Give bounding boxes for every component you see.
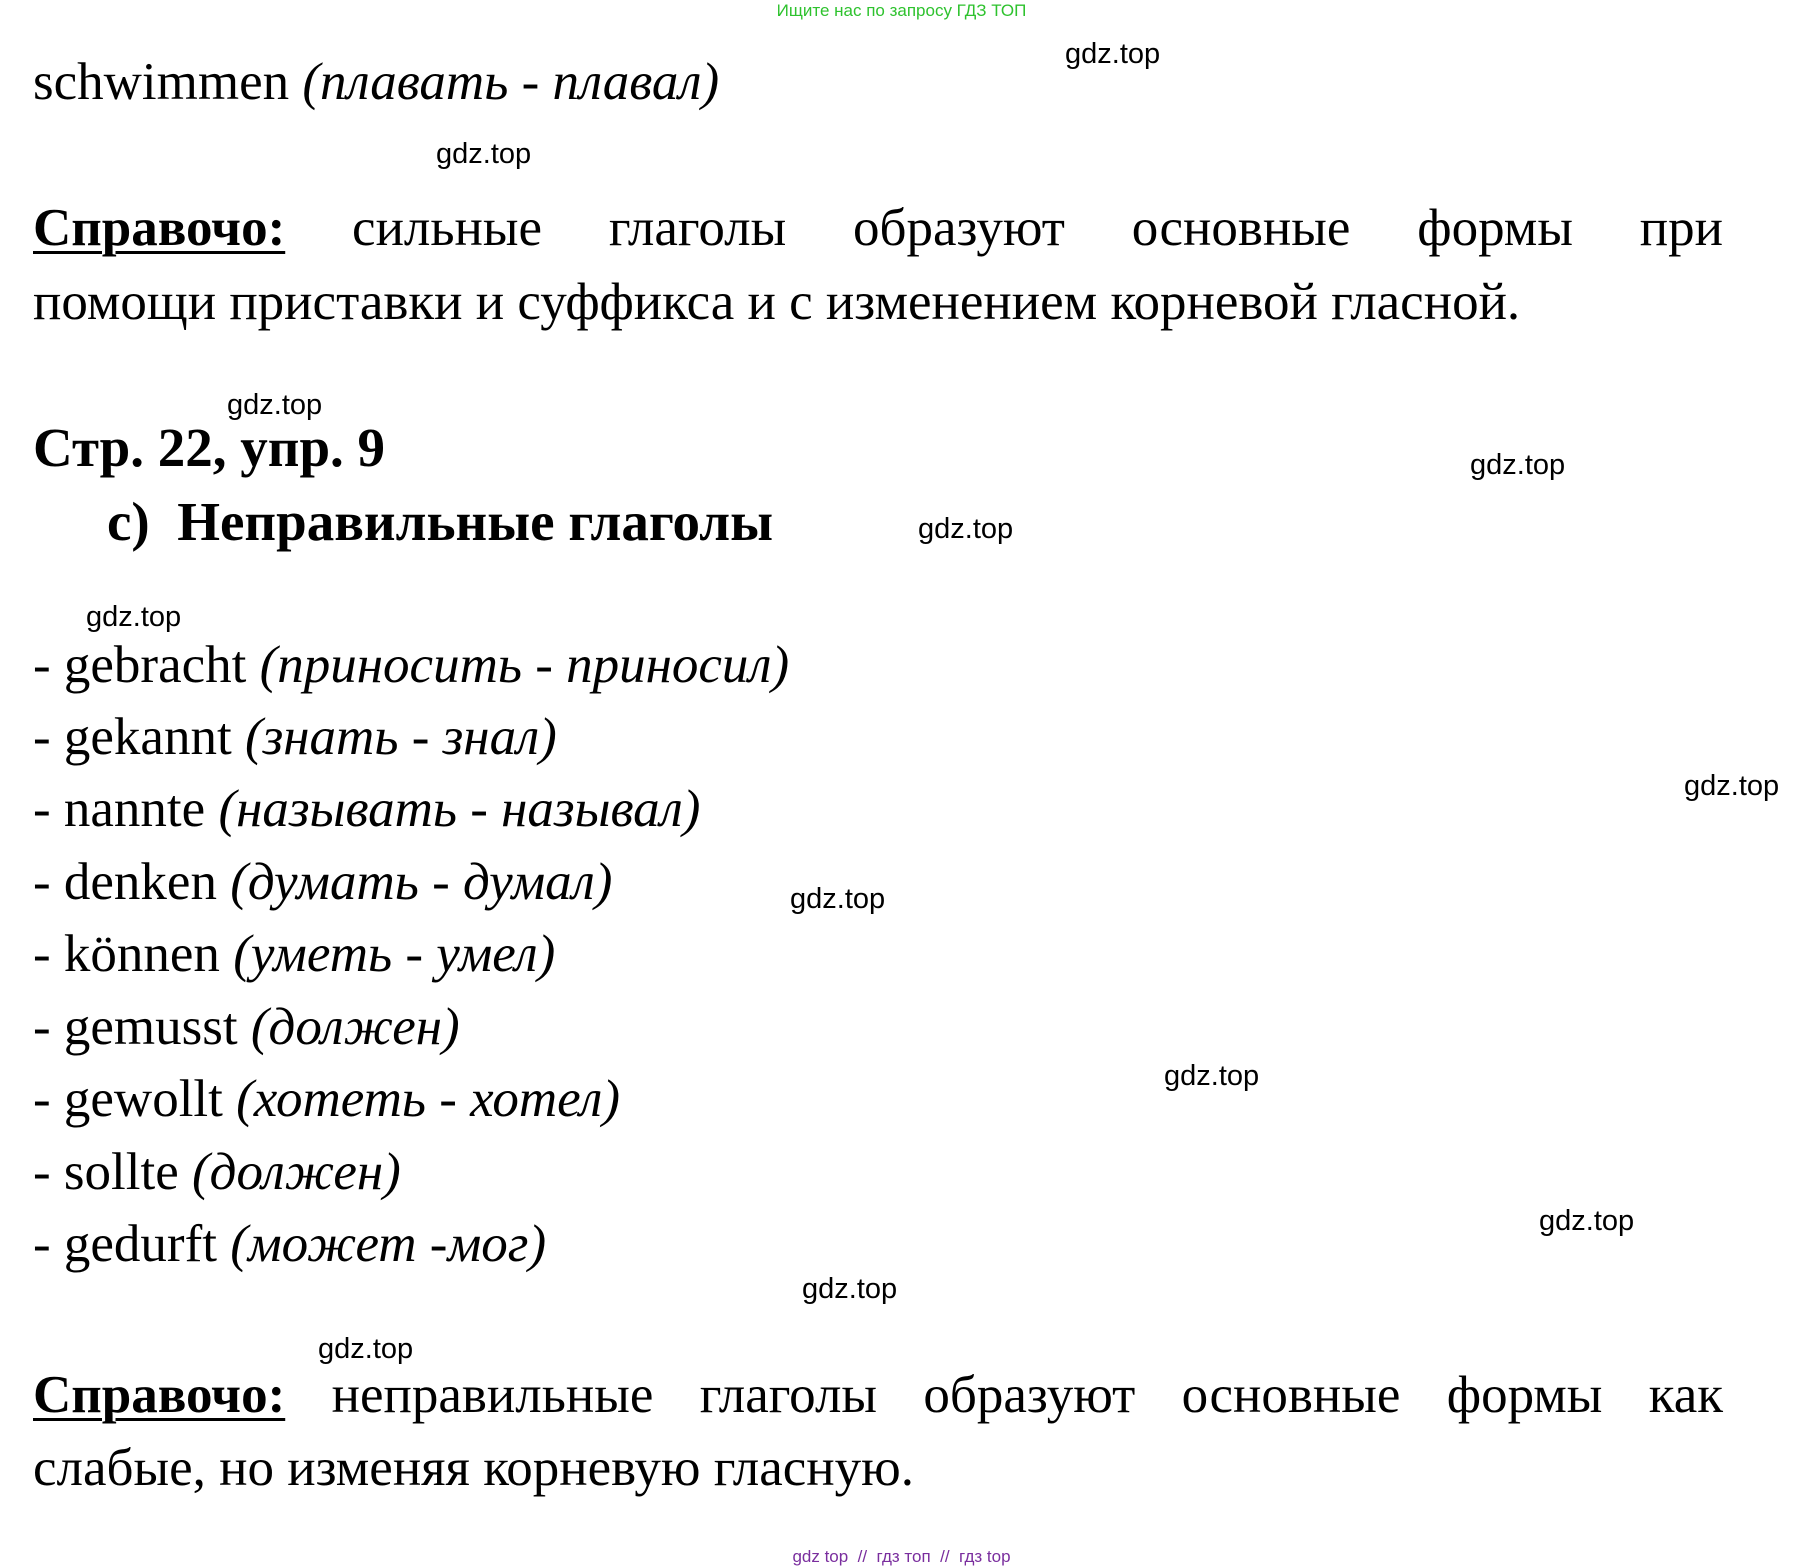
watermark: gdz.top xyxy=(227,389,323,421)
reference-text: неправильные глаголы образуют основные формы как xyxy=(331,1366,1723,1424)
verb-word: - denken xyxy=(33,853,217,911)
list-item xyxy=(33,997,460,1057)
watermark: gdz.top xyxy=(318,1333,414,1365)
verb-word: - gekannt xyxy=(33,708,232,766)
list-item xyxy=(33,852,612,912)
intro-line xyxy=(33,52,719,112)
verb-word: - gewollt xyxy=(33,1070,223,1128)
reference-label: Справочо: xyxy=(33,199,286,257)
list-item xyxy=(33,707,557,767)
section-subtitle: c) Неправильные глаголы xyxy=(107,491,774,552)
verb-translation: (уметь - умел) xyxy=(233,925,556,983)
reference-note-line: помощи приставки и суффикса и с изменением корневой гласной. xyxy=(33,273,1521,331)
list-item xyxy=(33,1142,401,1202)
verb-translation: (может -мог) xyxy=(230,1215,547,1273)
verb-word: - sollte xyxy=(33,1143,179,1201)
watermark: gdz.top xyxy=(1470,449,1566,481)
footer-link[interactable]: gdz top // гдз топ // гдз top xyxy=(792,1547,1011,1566)
reference-note-line xyxy=(33,198,1723,258)
section-title: Стр. 22, упр. 9 xyxy=(33,417,386,478)
verb-translation: (думать - думал) xyxy=(230,853,613,911)
top-banner: Ищите нас по запросу ГДЗ ТОП xyxy=(776,1,1027,20)
list-item xyxy=(33,1069,620,1129)
verb-word: - können xyxy=(33,925,220,983)
verb-translation: (называть - называл) xyxy=(218,780,701,838)
list-item xyxy=(33,924,555,984)
watermark: gdz.top xyxy=(436,138,532,170)
verb-word: - nannte xyxy=(33,780,206,838)
verb-word: schwimmen xyxy=(33,53,290,111)
watermark: gdz.top xyxy=(86,601,182,633)
watermark: gdz.top xyxy=(802,1273,898,1305)
watermark: gdz.top xyxy=(1684,770,1780,802)
verb-word: - gedurft xyxy=(33,1215,217,1273)
watermark: gdz.top xyxy=(918,513,1014,545)
verb-translation: (должен) xyxy=(250,998,460,1056)
verb-translation: (знать - знал) xyxy=(244,708,557,766)
watermark: gdz.top xyxy=(1065,38,1161,70)
list-item xyxy=(33,635,789,695)
verb-word: - gebracht xyxy=(33,636,247,694)
list-item xyxy=(33,779,700,839)
verb-translation: (плавать - плавал) xyxy=(302,53,720,111)
verb-translation: (должен) xyxy=(191,1143,401,1201)
reference-note-line xyxy=(33,1365,1723,1425)
verb-translation: (приносить - приносил) xyxy=(259,636,790,694)
watermark: gdz.top xyxy=(1164,1060,1260,1092)
list-item xyxy=(33,1214,546,1274)
verb-translation: (хотеть - хотел) xyxy=(236,1070,621,1128)
reference-text: сильные глаголы образуют основные формы при xyxy=(352,199,1723,257)
reference-note-line: слабые, но изменяя корневую гласную. xyxy=(33,1439,914,1497)
watermark: gdz.top xyxy=(790,883,886,915)
verb-word: - gemusst xyxy=(33,998,238,1056)
watermark: gdz.top xyxy=(1539,1205,1635,1237)
reference-label: Справочо: xyxy=(33,1366,286,1424)
